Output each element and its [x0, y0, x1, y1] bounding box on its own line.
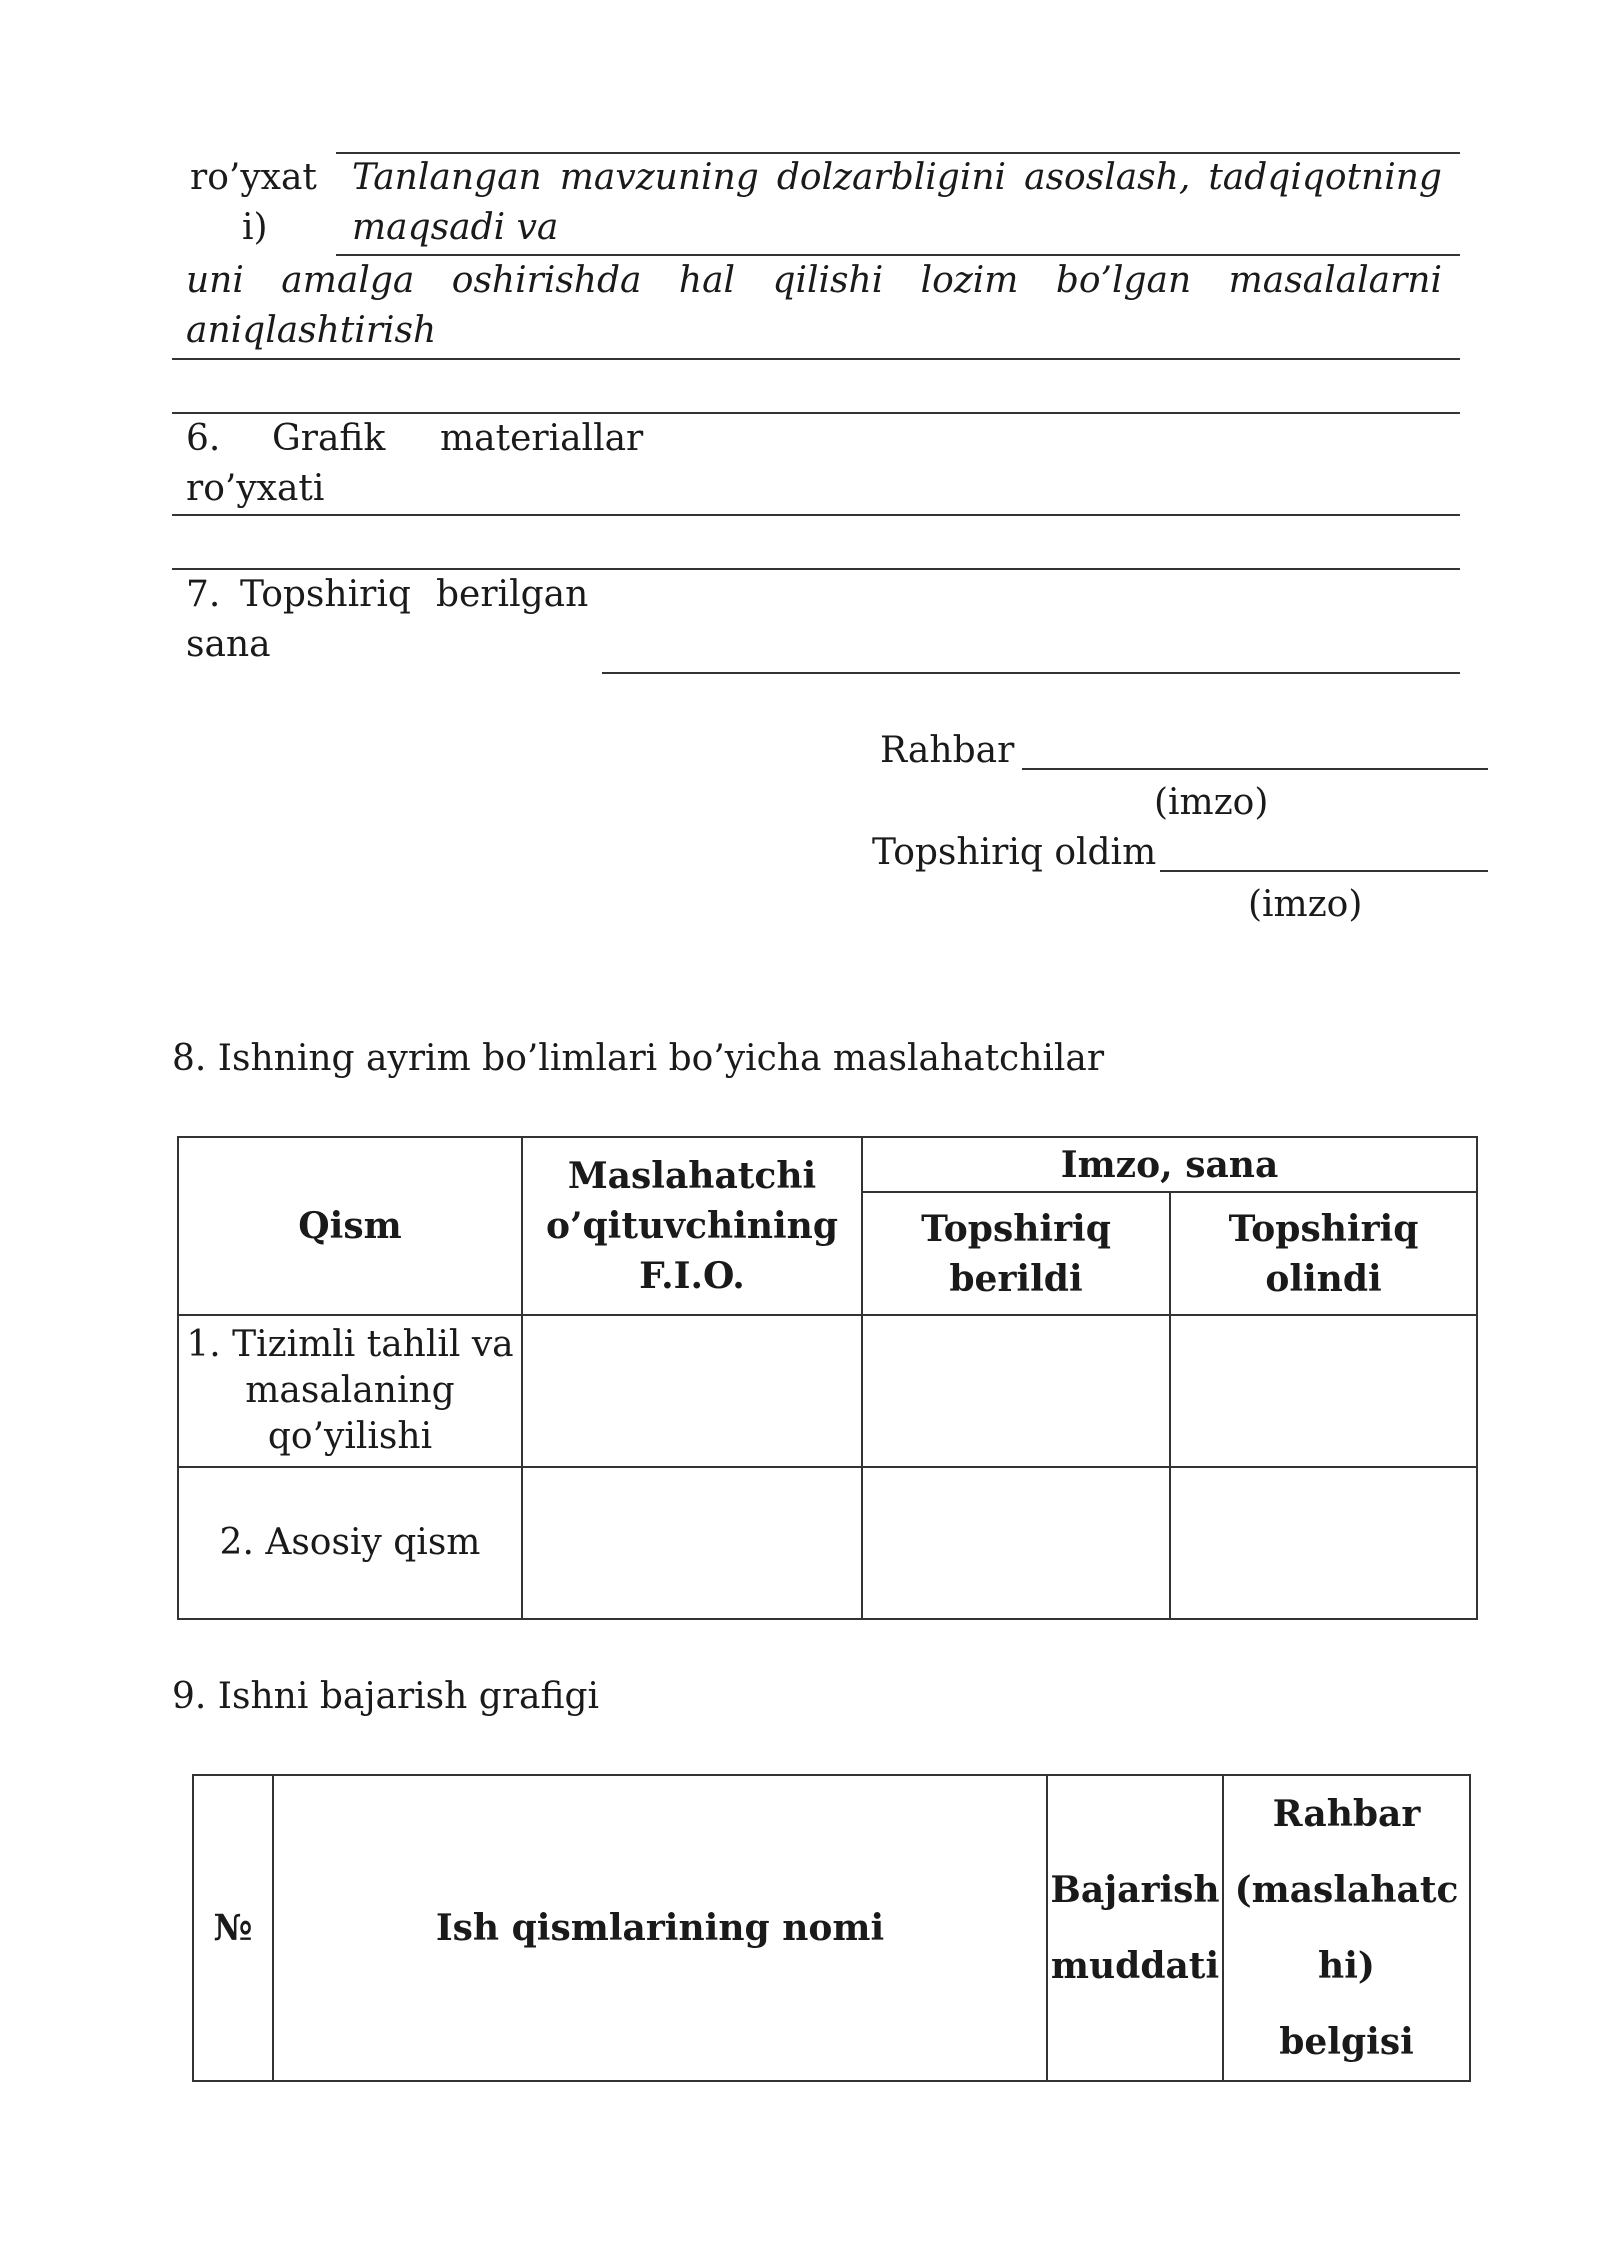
header-line: F.I.O.	[639, 1255, 745, 1297]
header-line: olindi	[1265, 1257, 1382, 1300]
word: oshirishda	[451, 260, 642, 301]
header-line: Maslahatchi	[567, 1155, 817, 1197]
word: mavzuning	[559, 157, 759, 198]
word: amalga	[281, 260, 415, 301]
qism-cell	[178, 1315, 522, 1467]
header-qism: Qism	[178, 1137, 522, 1315]
task-description-line-2: maqsadi va	[352, 207, 559, 248]
topshiriq-oldim-label: Topshiriq oldim	[872, 832, 1157, 873]
header-topshiriq-berildi	[862, 1192, 1170, 1315]
qism-cell	[178, 1467, 522, 1619]
berildi-cell[interactable]	[862, 1467, 1170, 1619]
header-ish-nomi: Ish qismlarining nomi	[273, 1775, 1047, 2081]
rahbar-signature-line	[1022, 768, 1488, 770]
table-row	[178, 1467, 1477, 1619]
topshiriq-signature-line	[1160, 870, 1488, 872]
rule	[172, 514, 1460, 516]
task-description-line-3	[186, 256, 1442, 306]
word: lozim	[920, 260, 1019, 301]
word: Grafik	[272, 418, 386, 459]
imzo-caption: (imzo)	[1154, 782, 1269, 823]
header-line: Topshiriq	[921, 1207, 1111, 1250]
table-row	[178, 1315, 1477, 1467]
section-9-heading: 9. Ishni bajarish grafigi	[172, 1676, 600, 1717]
word: bo’lgan	[1055, 260, 1192, 301]
royxat-label-suffix: i)	[242, 207, 268, 248]
word: hal	[678, 260, 736, 301]
word: uni	[186, 260, 244, 301]
rahbar-label: Rahbar	[880, 730, 1015, 771]
word: berilgan	[436, 574, 589, 615]
word: masalalarni	[1228, 260, 1442, 301]
header-line: Bajarish	[1050, 1869, 1220, 1911]
berildi-cell[interactable]	[862, 1315, 1170, 1467]
fio-cell[interactable]	[522, 1467, 862, 1619]
word: asoslash,	[1024, 157, 1191, 198]
header-topshiriq-olindi	[1170, 1192, 1477, 1315]
word: 6.	[186, 418, 221, 459]
qism-line: 2. Asosiy qism	[219, 1522, 481, 1563]
word: tadqiqotning	[1208, 157, 1442, 198]
header-line: berildi	[949, 1257, 1083, 1300]
word: qilishi	[772, 260, 884, 301]
header-fio	[522, 1137, 862, 1315]
schedule-table	[192, 1774, 1471, 2082]
section-8-heading: 8. Ishning ayrim bo’limlari bo’yicha maslahatchilar	[172, 1038, 1105, 1079]
rule	[172, 358, 1460, 360]
word: Topshiriq	[240, 574, 411, 615]
section-6-line-2: ro’yxati	[186, 468, 325, 509]
task-description-line-4: aniqlashtirish	[186, 310, 437, 351]
header-line: o’qituvchining	[545, 1205, 839, 1247]
word: dolzarbligini	[776, 157, 1007, 198]
header-line: hi)	[1318, 1945, 1375, 1987]
qism-line: qo’yilishi	[267, 1416, 433, 1457]
word: 7.	[186, 574, 221, 615]
header-bajarish-muddati	[1047, 1775, 1223, 2081]
fio-cell[interactable]	[522, 1315, 862, 1467]
qism-line: 1. Tizimli tahlil va	[186, 1324, 514, 1365]
header-line: Topshiriq	[1228, 1207, 1419, 1250]
royxat-label: ro’yxat	[190, 157, 317, 198]
olindi-cell[interactable]	[1170, 1315, 1477, 1467]
word: Tanlangan	[352, 157, 542, 198]
header-line: muddati	[1050, 1945, 1220, 1987]
date-rule	[602, 672, 1460, 674]
header-line: (maslahatc	[1234, 1869, 1459, 1911]
consultants-table	[177, 1136, 1478, 1620]
header-line: Rahbar	[1272, 1793, 1421, 1835]
task-description-line-1	[352, 153, 1442, 203]
header-imzo-sana: Imzo, sana	[862, 1137, 1477, 1192]
header-line: belgisi	[1279, 2021, 1414, 2063]
section-7-line-2: sana	[186, 624, 271, 665]
olindi-cell[interactable]	[1170, 1467, 1477, 1619]
header-number: №	[193, 1775, 273, 2081]
qism-line: masalaning	[245, 1370, 455, 1411]
imzo-caption: (imzo)	[1248, 884, 1363, 925]
header-rahbar-belgisi	[1223, 1775, 1470, 2081]
word: materiallar	[440, 418, 644, 459]
